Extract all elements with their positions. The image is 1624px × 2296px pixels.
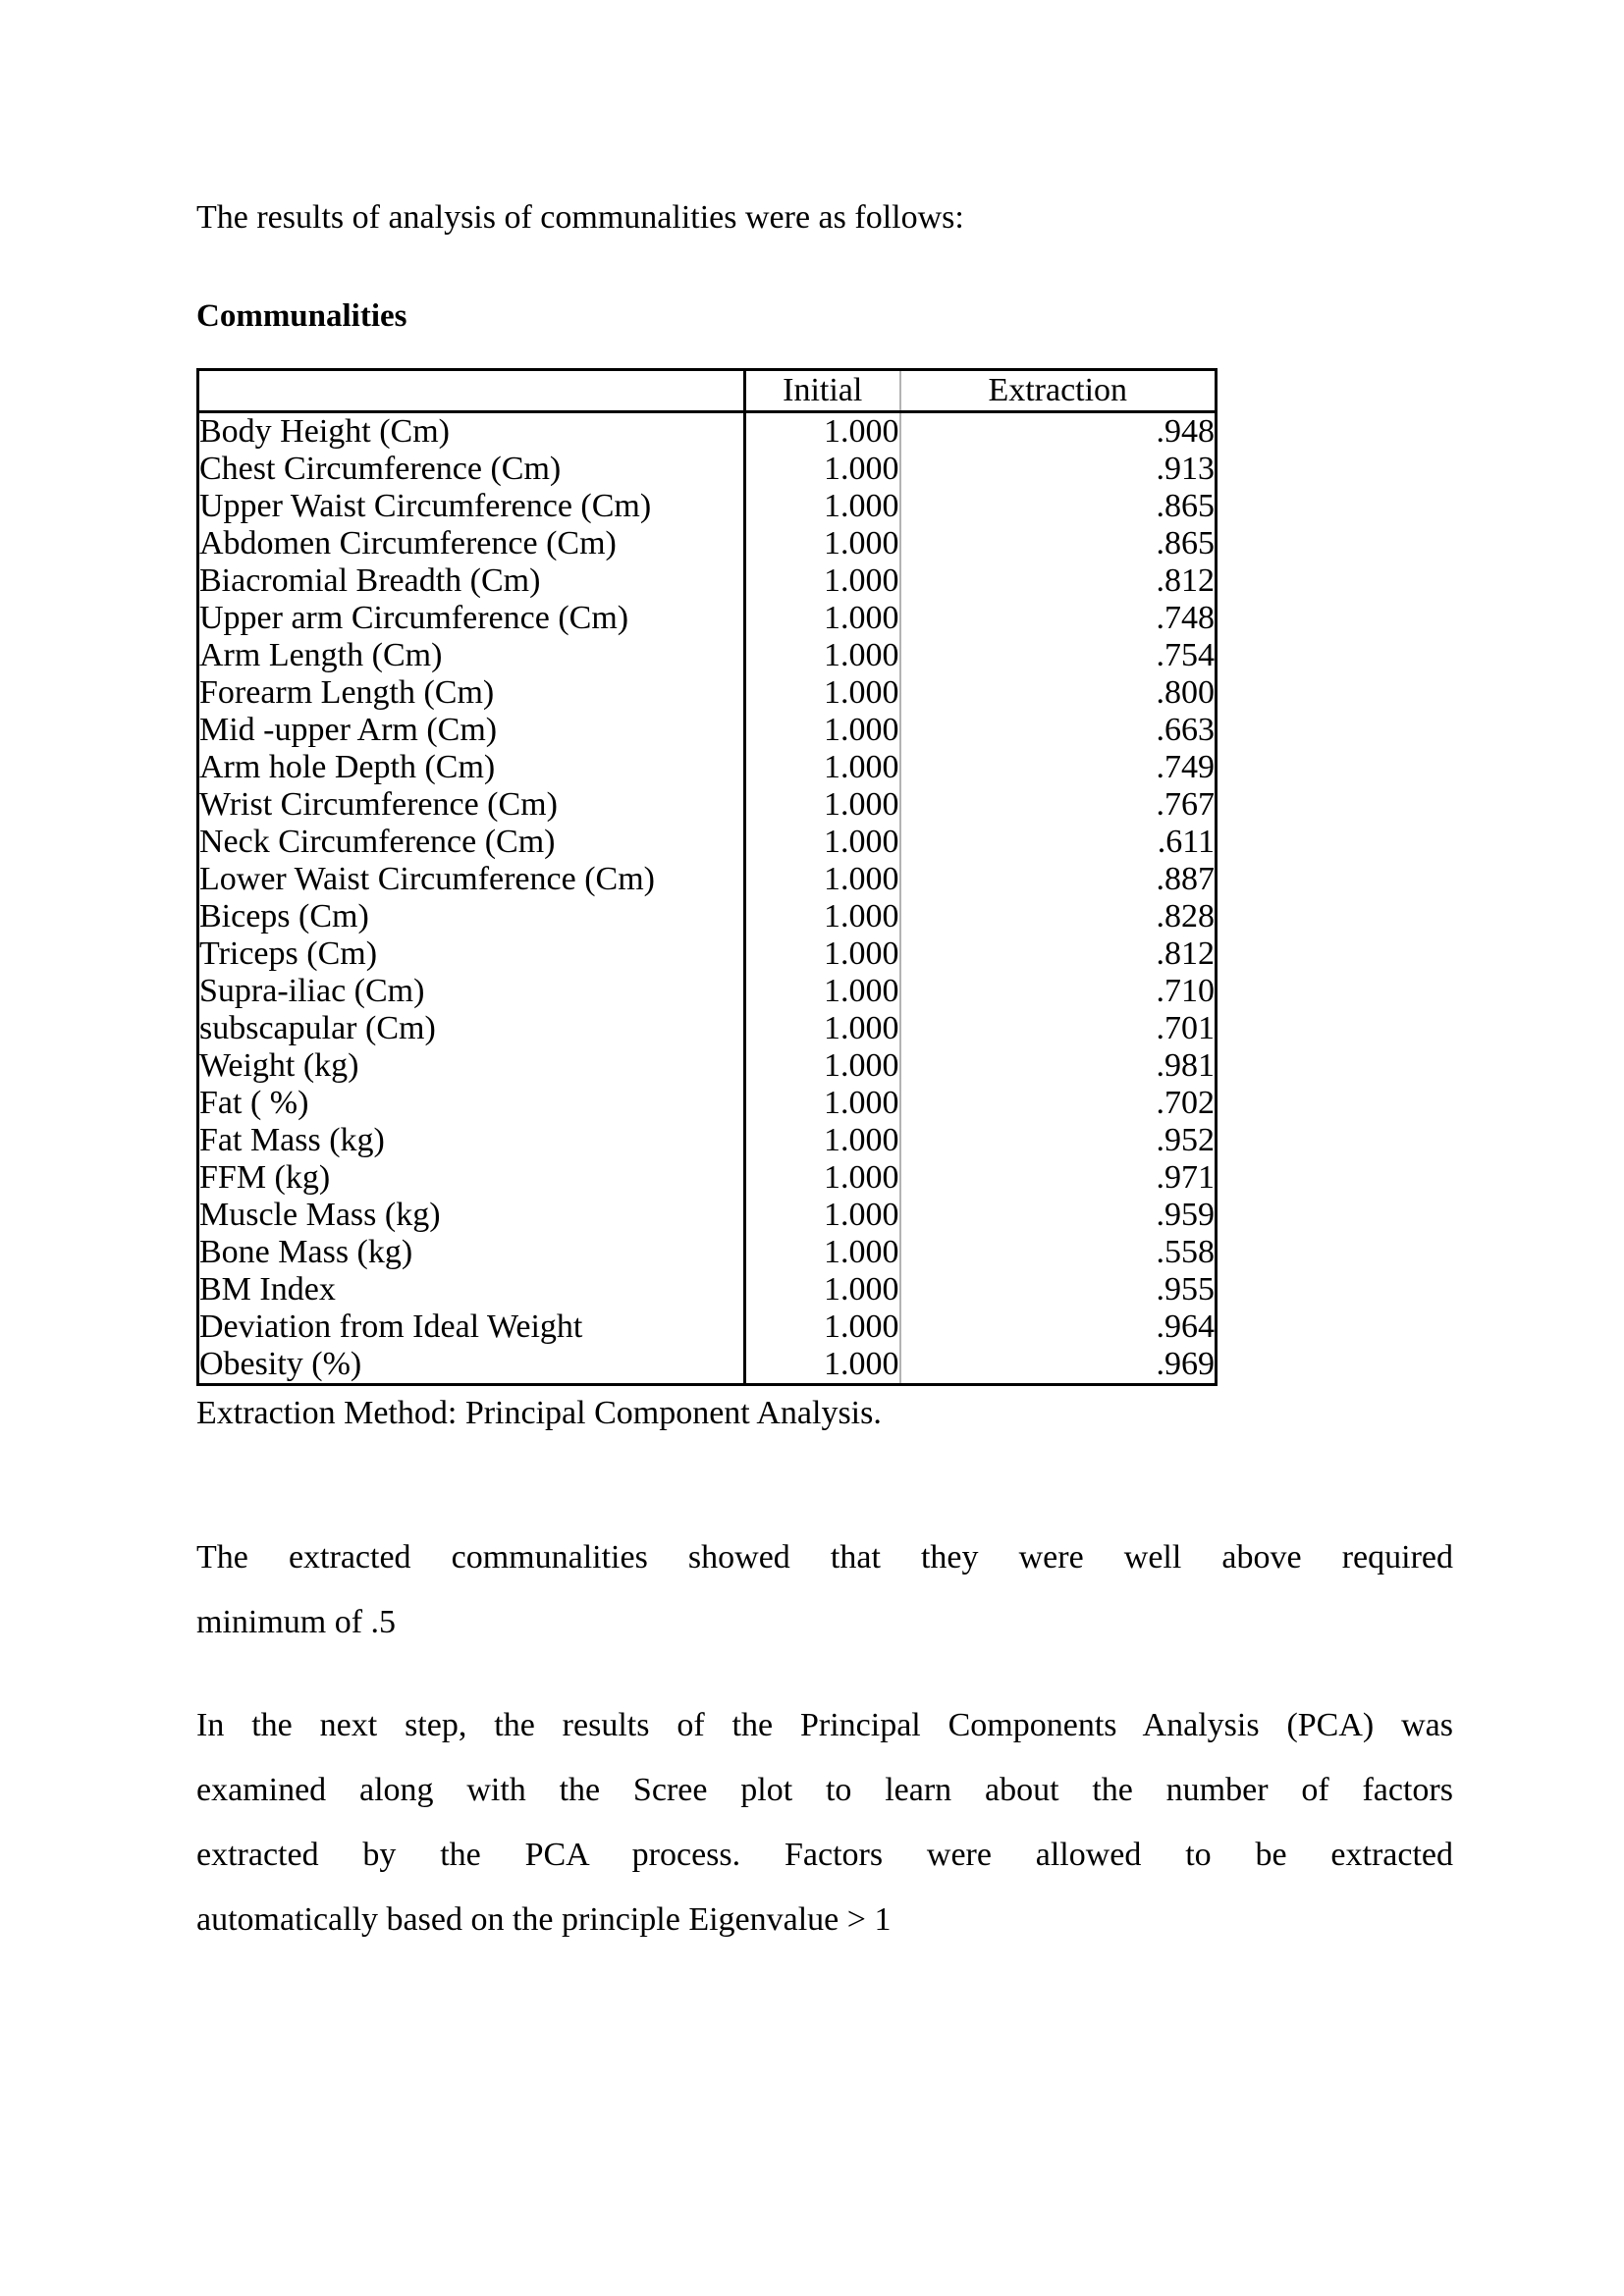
row-extraction-value: .748 [900,600,1217,637]
row-extraction-value: .701 [900,1010,1217,1047]
paragraph-line: automatically based on the principle Eigenvalue > 1 [196,1901,892,1938]
table-row [198,935,1217,973]
row-label: Muscle Mass (kg) [199,1197,441,1233]
table-row [198,412,1217,452]
table-row [198,973,1217,1010]
row-initial-value: 1.000 [745,637,900,674]
row-label: Wrist Circumference (Cm) [199,786,558,823]
row-extraction-value: .865 [900,488,1217,525]
row-initial-value: 1.000 [745,562,900,600]
table-row [198,1271,1217,1308]
row-label: Weight (kg) [199,1047,359,1084]
row-extraction-value: .971 [900,1159,1217,1197]
row-label: Biceps (Cm) [199,898,369,934]
row-initial-value: 1.000 [745,861,900,898]
row-initial-value: 1.000 [745,412,900,452]
table-row [198,488,1217,525]
row-initial-value: 1.000 [745,898,900,935]
row-initial-value: 1.000 [745,1047,900,1085]
row-initial-value: 1.000 [745,600,900,637]
table-row [198,1085,1217,1122]
row-label: Neck Circumference (Cm) [199,824,556,860]
row-initial-value: 1.000 [745,525,900,562]
row-initial-value: 1.000 [745,674,900,712]
row-label: Supra-iliac (Cm) [199,973,425,1009]
table-row [198,1159,1217,1197]
row-label: Body Height (Cm) [199,413,450,450]
row-extraction-value: .558 [900,1234,1217,1271]
row-extraction-value: .913 [900,451,1217,488]
row-extraction-value: .611 [900,824,1217,861]
row-label: Fat Mass (kg) [199,1122,385,1158]
row-extraction-value: .952 [900,1122,1217,1159]
row-initial-value: 1.000 [745,1234,900,1271]
row-extraction-value: .948 [900,412,1217,452]
row-initial-value: 1.000 [745,1122,900,1159]
row-extraction-value: .702 [900,1085,1217,1122]
row-label: Triceps (Cm) [199,935,378,972]
row-extraction-value: .767 [900,786,1217,824]
row-extraction-value: .865 [900,525,1217,562]
table-row [198,562,1217,600]
row-initial-value: 1.000 [745,935,900,973]
row-label: subscapular (Cm) [199,1010,436,1046]
row-extraction-value: .955 [900,1271,1217,1308]
table-row [198,525,1217,562]
paragraph-line: The extracted communalities showed that they were well above required [196,1539,1453,1575]
intro-paragraph: The results of analysis of communalities were as follows: [196,199,964,236]
paragraph-line: examined along with the Scree plot to learn about the number of factors [196,1772,1453,1808]
row-label: Upper arm Circumference (Cm) [199,600,629,636]
row-extraction-value: .754 [900,637,1217,674]
table-row [198,824,1217,861]
column-header-initial: Initial [745,370,900,412]
table-body [198,412,1217,1385]
paragraph-pca-next-step [196,1693,1453,1952]
table-row [198,600,1217,637]
table-row [198,898,1217,935]
row-extraction-value: .812 [900,562,1217,600]
table-row [198,1234,1217,1271]
row-extraction-value: .710 [900,973,1217,1010]
row-initial-value: 1.000 [745,1085,900,1122]
paragraph-line: In the next step, the results of the Principal Components Analysis (PCA) was [196,1707,1453,1743]
row-initial-value: 1.000 [745,1308,900,1346]
table-row [198,1197,1217,1234]
table-row [198,861,1217,898]
row-label: Mid -upper Arm (Cm) [199,712,498,748]
row-label: Deviation from Ideal Weight [199,1308,583,1345]
row-initial-value: 1.000 [745,1010,900,1047]
table-row [198,1346,1217,1385]
row-label: Arm Length (Cm) [199,637,443,673]
row-label: Bone Mass (kg) [199,1234,413,1270]
table-row [198,786,1217,824]
table-header-row [198,370,1217,412]
communalities-table [196,368,1218,1386]
row-extraction-value: .663 [900,712,1217,749]
row-initial-value: 1.000 [745,488,900,525]
row-initial-value: 1.000 [745,1197,900,1234]
table-row [198,1010,1217,1047]
row-extraction-value: .969 [900,1346,1217,1385]
row-label: Forearm Length (Cm) [199,674,495,711]
row-label: Biacromial Breadth (Cm) [199,562,541,599]
row-initial-value: 1.000 [745,1271,900,1308]
table-title: Communalities [196,298,407,334]
table-row [198,451,1217,488]
row-label: Upper Waist Circumference (Cm) [199,488,652,524]
row-initial-value: 1.000 [745,824,900,861]
row-label: Fat ( %) [199,1085,309,1121]
row-extraction-value: .964 [900,1308,1217,1346]
row-extraction-value: .887 [900,861,1217,898]
row-initial-value: 1.000 [745,1159,900,1197]
row-initial-value: 1.000 [745,749,900,786]
table-row [198,1047,1217,1085]
row-label: FFM (kg) [199,1159,331,1196]
row-extraction-value: .981 [900,1047,1217,1085]
row-label: Lower Waist Circumference (Cm) [199,861,655,897]
column-header-empty [198,370,745,412]
table-note: Extraction Method: Principal Component Analysis. [196,1395,882,1431]
row-extraction-value: .959 [900,1197,1217,1234]
row-label: Abdomen Circumference (Cm) [199,525,617,561]
row-label: Arm hole Depth (Cm) [199,749,496,785]
table-row [198,712,1217,749]
row-extraction-value: .812 [900,935,1217,973]
row-label: BM Index [199,1271,336,1308]
table-row [198,637,1217,674]
paragraph-communalities-conclusion [196,1525,1453,1655]
row-extraction-value: .828 [900,898,1217,935]
row-initial-value: 1.000 [745,451,900,488]
row-initial-value: 1.000 [745,786,900,824]
row-label: Chest Circumference (Cm) [199,451,562,487]
paragraph-line: extracted by the PCA process. Factors were allowed to be extracted [196,1837,1453,1873]
table-row [198,1308,1217,1346]
row-initial-value: 1.000 [745,712,900,749]
row-extraction-value: .749 [900,749,1217,786]
row-label: Obesity (%) [199,1346,362,1382]
column-header-extraction: Extraction [900,370,1217,412]
row-extraction-value: .800 [900,674,1217,712]
row-initial-value: 1.000 [745,1346,900,1385]
table-row [198,674,1217,712]
table-row [198,749,1217,786]
row-initial-value: 1.000 [745,973,900,1010]
paragraph-line: minimum of .5 [196,1604,397,1640]
table-row [198,1122,1217,1159]
